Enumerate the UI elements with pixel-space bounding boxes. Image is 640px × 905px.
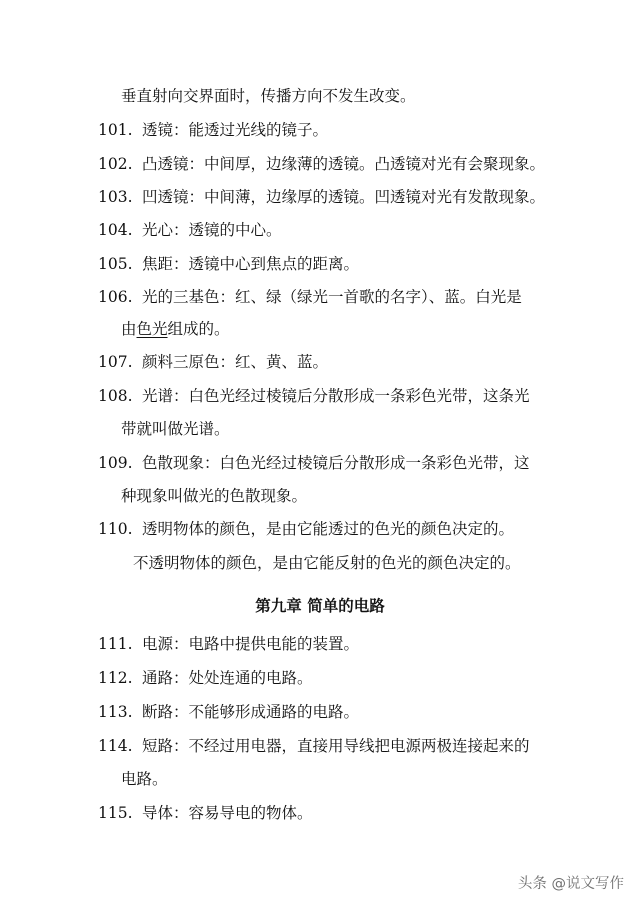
entry-number: 101.: [98, 121, 133, 139]
entry-text: 凸透镜：中间厚，边缘薄的透镜。凸透镜对光有会聚现象。: [142, 155, 546, 173]
entry-text: 断路：不能够形成通路的电路。: [142, 703, 360, 721]
entry-text: 透镜：能透过光线的镜子。: [142, 121, 329, 139]
entry-text: 透明物体的颜色，是由它能透过的色光的颜色决定的。: [142, 520, 515, 538]
entry-number: 111.: [98, 635, 133, 653]
underlined-term: 色光: [136, 320, 168, 338]
entry-number: 107.: [98, 353, 133, 371]
entry-106: [98, 287, 522, 307]
entry-102: [98, 154, 545, 174]
entry-text: 导体：容易导电的物体。: [142, 804, 313, 822]
entry-number: 114.: [98, 737, 133, 755]
entry-104: [98, 220, 282, 240]
entry-number: 115.: [98, 804, 133, 822]
entry-text: 通路：处处连通的电路。: [142, 669, 313, 687]
entry-110: [98, 519, 514, 539]
entry-112: [98, 668, 313, 688]
chapter-title: 第九章 简单的电路: [255, 597, 385, 615]
entry-114-continuation: 电路。: [121, 770, 168, 788]
entry-text: 电源：电路中提供电能的装置。: [142, 635, 360, 653]
entry-text: 短路：不经过用电器，直接用导线把电源两极连接起来的: [142, 737, 530, 755]
entry-111: [98, 634, 359, 654]
entry-109: [98, 453, 530, 473]
entry-number: 109.: [98, 454, 133, 472]
entry-text: 凹透镜：中间薄，边缘厚的透镜。凹透镜对光有发散现象。: [142, 188, 546, 206]
entry-text: 光的三基色：红、绿（绿光一首歌的名字）、蓝。白光是: [142, 288, 522, 306]
entry-text: 焦距：透镜中心到焦点的距离。: [142, 255, 360, 273]
entry-number: 103.: [98, 188, 133, 206]
entry-107: [98, 352, 328, 372]
entry-109-continuation: 种现象叫做光的色散现象。: [121, 487, 308, 505]
entry-114: [98, 736, 530, 756]
continuation-text: 由: [121, 320, 137, 338]
entry-number: 112.: [98, 669, 133, 687]
entry-text: 颜料三原色：红、黄、蓝。: [142, 353, 329, 371]
entry-108-continuation: 带就叫做光谱。: [121, 420, 230, 438]
entry-number: 102.: [98, 155, 133, 173]
entry-105: [98, 254, 359, 274]
entry-113: [98, 702, 359, 722]
entry-101: [98, 120, 328, 140]
entry-number: 108.: [98, 387, 133, 405]
watermark: 头条 @说文写作: [517, 876, 624, 892]
entry-number: 104.: [98, 221, 133, 239]
entry-number: 113.: [98, 703, 133, 721]
entry-number: 105.: [98, 255, 133, 273]
entry-text: 光谱：白色光经过棱镜后分散形成一条彩色光带，这条光: [142, 387, 530, 405]
continuation-text: 组成的。: [167, 320, 230, 338]
entry-103: [98, 187, 545, 207]
entry-number: 110.: [98, 520, 133, 538]
entry-text: 色散现象：白色光经过棱镜后分散形成一条彩色光带，这: [142, 454, 530, 472]
entry-108: [98, 386, 530, 406]
entry-110-continuation: 不透明物体的颜色，是由它能反射的色光的颜色决定的。: [133, 554, 521, 572]
entry-text: 光心：透镜的中心。: [142, 221, 282, 239]
entry-115: [98, 803, 313, 823]
entry-number: 106.: [98, 288, 133, 306]
entry-106-continuation: [121, 319, 230, 339]
intro-line: 垂直射向交界面时，传播方向不发生改变。: [121, 87, 416, 105]
